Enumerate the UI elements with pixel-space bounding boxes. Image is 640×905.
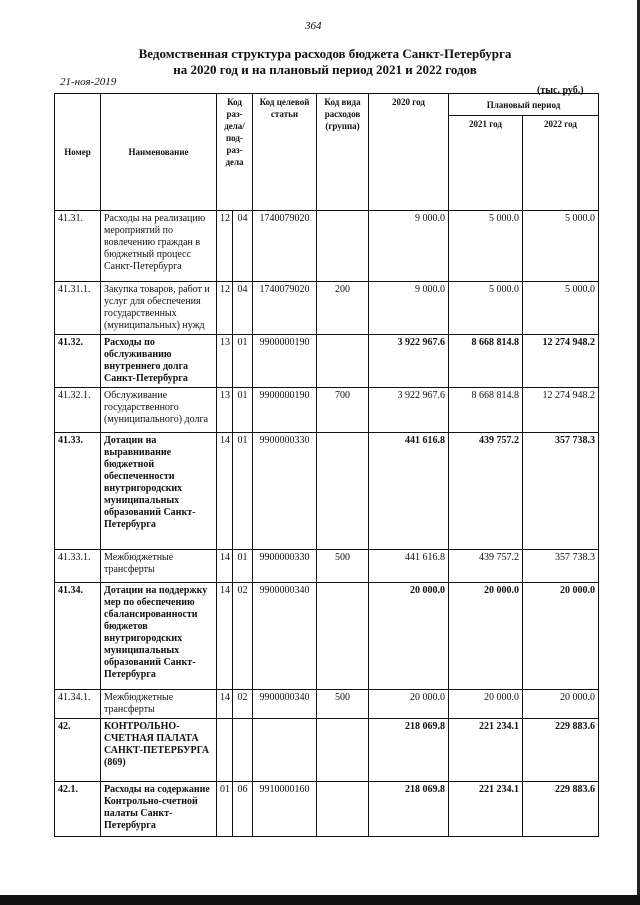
cell-number: 41.34.1.: [55, 690, 101, 719]
cell-amount-2020: 3 922 967.6: [369, 335, 449, 388]
cell-expense-type: 500: [317, 690, 369, 719]
document-title: [100, 46, 550, 78]
cell-target-code: 1740079020: [253, 211, 317, 282]
cell-amount-2022: 229 883.6: [523, 719, 599, 782]
cell-name: КОНТРОЛЬНО-СЧЕТНАЯ ПАЛАТА САНКТ-ПЕТЕРБУРГА (869): [101, 719, 217, 782]
cell-amount-2022: 357 738.3: [523, 550, 599, 583]
cell-amount-2020: 20 000.0: [369, 690, 449, 719]
header-target: Код целевой статьи: [253, 94, 317, 211]
table-row: [55, 282, 599, 335]
table-row: [55, 388, 599, 433]
cell-amount-2020: 218 069.8: [369, 719, 449, 782]
cell-section: 14: [217, 583, 233, 690]
cell-amount-2020: 20 000.0: [369, 583, 449, 690]
cell-amount-2022: 12 274 948.2: [523, 388, 599, 433]
units-label: (тыс. руб.): [537, 85, 584, 96]
cell-amount-2021: 5 000.0: [449, 211, 523, 282]
cell-number: 41.33.: [55, 433, 101, 550]
cell-name: Закупка товаров, работ и услуг для обеспечения государственных (муниципальных) нужд: [101, 282, 217, 335]
cell-expense-type: [317, 433, 369, 550]
cell-expense-type: 700: [317, 388, 369, 433]
table-row: [55, 719, 599, 782]
table-row: [55, 550, 599, 583]
cell-target-code: 9900000340: [253, 583, 317, 690]
cell-expense-type: [317, 211, 369, 282]
document-date: 21-ноя-2019: [60, 76, 117, 88]
cell-amount-2020: 9 000.0: [369, 282, 449, 335]
table-row: [55, 433, 599, 550]
scan-edge-bottom: [0, 895, 640, 905]
cell-expense-type: [317, 583, 369, 690]
cell-subsection: 06: [233, 782, 253, 837]
cell-name: Межбюджетные трансферты: [101, 690, 217, 719]
cell-subsection: 02: [233, 690, 253, 719]
cell-target-code: 1740079020: [253, 282, 317, 335]
cell-expense-type: [317, 719, 369, 782]
cell-number: 41.32.: [55, 335, 101, 388]
cell-number: 41.32.1.: [55, 388, 101, 433]
cell-subsection: 04: [233, 282, 253, 335]
cell-name: Дотации на поддержку мер по обеспечению сбалансированности бюджетов внутригородских муниципальных образований Санкт-Петербурга: [101, 583, 217, 690]
cell-target-code: 9900000190: [253, 335, 317, 388]
cell-amount-2022: 20 000.0: [523, 583, 599, 690]
cell-name: Обслуживание государственного (муниципального) долга: [101, 388, 217, 433]
cell-section: 14: [217, 690, 233, 719]
cell-amount-2021: 20 000.0: [449, 583, 523, 690]
header-planned-period: Плановый период: [449, 94, 599, 116]
cell-section: 14: [217, 433, 233, 550]
cell-name: Расходы на реализацию мероприятий по вовлечению граждан в бюджетный процесс Санкт-Петербурга: [101, 211, 217, 282]
header-section: Код раз-дела/ под-раз-дела: [217, 94, 253, 211]
cell-name: Расходы по обслуживанию внутреннего долга Санкт-Петербурга: [101, 335, 217, 388]
title-line-1: Ведомственная структура расходов бюджета Санкт-Петербурга: [138, 46, 512, 61]
header-row: [55, 94, 599, 116]
table-row: [55, 782, 599, 837]
cell-subsection: 02: [233, 583, 253, 690]
cell-amount-2022: 229 883.6: [523, 782, 599, 837]
cell-number: 41.31.: [55, 211, 101, 282]
cell-expense-type: [317, 782, 369, 837]
cell-subsection: 04: [233, 211, 253, 282]
cell-number: 42.: [55, 719, 101, 782]
cell-target-code: [253, 719, 317, 782]
cell-amount-2022: 12 274 948.2: [523, 335, 599, 388]
cell-amount-2021: 221 234.1: [449, 782, 523, 837]
table-row: [55, 690, 599, 719]
cell-amount-2022: 20 000.0: [523, 690, 599, 719]
cell-name: Расходы на содержание Контрольно-счетной палаты Санкт-Петербурга: [101, 782, 217, 837]
cell-section: 01: [217, 782, 233, 837]
cell-amount-2021: 439 757.2: [449, 550, 523, 583]
header-expense-type: Код вида расходов (группа): [317, 94, 369, 211]
cell-section: 14: [217, 550, 233, 583]
title-line-2: на 2020 год и на плановый период 2021 и 2022 годов: [173, 62, 477, 77]
header-number: Номер: [55, 94, 101, 211]
cell-subsection: 01: [233, 388, 253, 433]
cell-amount-2021: 20 000.0: [449, 690, 523, 719]
cell-amount-2021: 5 000.0: [449, 282, 523, 335]
cell-subsection: 01: [233, 550, 253, 583]
cell-amount-2020: 441 616.8: [369, 550, 449, 583]
cell-subsection: 01: [233, 433, 253, 550]
cell-amount-2021: 8 668 814.8: [449, 388, 523, 433]
cell-number: 42.1.: [55, 782, 101, 837]
cell-number: 41.31.1.: [55, 282, 101, 335]
budget-table: [54, 93, 599, 837]
cell-target-code: 9900000330: [253, 550, 317, 583]
table-row: [55, 335, 599, 388]
header-2020: 2020 год: [369, 94, 449, 211]
cell-expense-type: [317, 335, 369, 388]
cell-number: 41.33.1.: [55, 550, 101, 583]
cell-section: 12: [217, 211, 233, 282]
header-2021: 2021 год: [449, 116, 523, 211]
cell-subsection: [233, 719, 253, 782]
cell-amount-2022: 5 000.0: [523, 211, 599, 282]
cell-amount-2020: 218 069.8: [369, 782, 449, 837]
cell-target-code: 9900000330: [253, 433, 317, 550]
cell-amount-2022: 5 000.0: [523, 282, 599, 335]
table-row: [55, 583, 599, 690]
cell-amount-2021: 439 757.2: [449, 433, 523, 550]
cell-section: 12: [217, 282, 233, 335]
cell-expense-type: 200: [317, 282, 369, 335]
cell-number: 41.34.: [55, 583, 101, 690]
cell-amount-2022: 357 738.3: [523, 433, 599, 550]
cell-name: Межбюджетные трансферты: [101, 550, 217, 583]
header-name: Наименование: [101, 94, 217, 211]
cell-subsection: 01: [233, 335, 253, 388]
page-number: 364: [305, 20, 322, 32]
cell-target-code: 9900000340: [253, 690, 317, 719]
cell-amount-2020: 9 000.0: [369, 211, 449, 282]
cell-section: [217, 719, 233, 782]
table-body: [55, 211, 599, 837]
cell-target-code: 9900000190: [253, 388, 317, 433]
cell-section: 13: [217, 388, 233, 433]
cell-section: 13: [217, 335, 233, 388]
cell-amount-2021: 8 668 814.8: [449, 335, 523, 388]
cell-amount-2020: 441 616.8: [369, 433, 449, 550]
cell-expense-type: 500: [317, 550, 369, 583]
table-row: [55, 211, 599, 282]
cell-name: Дотации на выравнивание бюджетной обеспеченности внутригородских муниципальных образований Санкт-Петербурга: [101, 433, 217, 550]
cell-amount-2020: 3 922 967.6: [369, 388, 449, 433]
cell-amount-2021: 221 234.1: [449, 719, 523, 782]
cell-target-code: 9910000160: [253, 782, 317, 837]
header-2022: 2022 год: [523, 116, 599, 211]
